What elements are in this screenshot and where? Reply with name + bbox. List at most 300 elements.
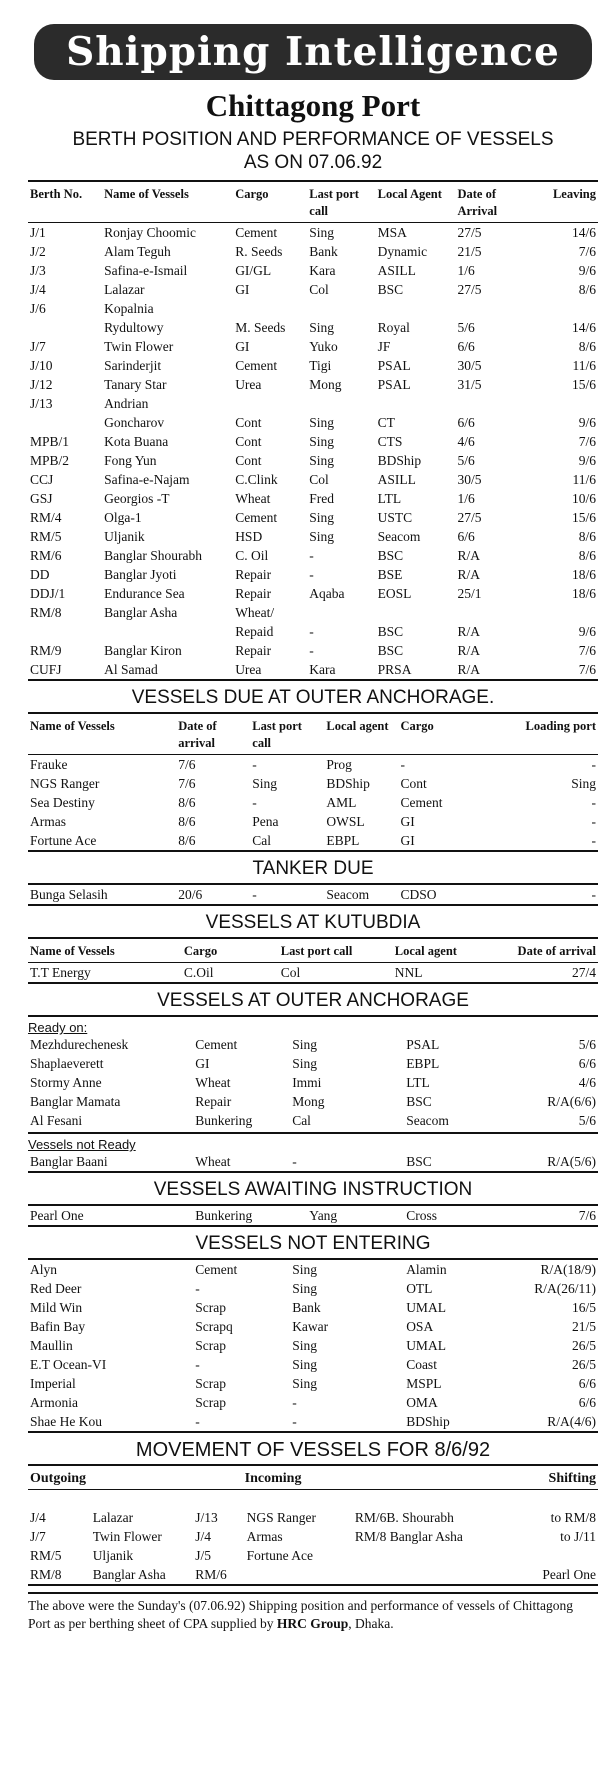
table-cell: Mong [309,377,342,392]
table-row [28,793,598,812]
table-cell: Cement [195,1037,238,1052]
col-header: Date of arrival [178,719,217,750]
table-cell: Maullin [30,1338,73,1353]
table-cell: Alyn [30,1262,57,1277]
table-cell [28,622,102,641]
table-cell: Goncharov [104,415,165,430]
table-row [28,603,598,622]
table-cell: RM/8 [30,1567,62,1582]
table-cell: Sing [309,453,335,468]
table-cell: Rydultowy [104,320,164,335]
table-cell: EOSL [377,586,412,601]
table-cell: Endurance Sea [104,586,185,601]
table-cell: - [591,833,596,848]
table-cell: - [309,567,314,582]
table-cell: R/A(5/6) [547,1154,596,1169]
table-cell: Mild Win [30,1300,83,1315]
table-cell: - [292,1395,297,1410]
table-cell: BSC [377,548,404,563]
table-row [28,394,598,413]
table-cell [307,394,375,413]
newspaper-page [28,0,598,1633]
table-cell: Armas [30,814,66,829]
table-cell: BSC [377,624,404,639]
table-cell: GI [400,814,415,829]
table-cell: Sing [309,434,335,449]
section-title-movement: MOVEMENT OF VESSELS FOR 8/6/92 [135,1439,491,1461]
table-cell: Ronjay Choomic [104,225,196,240]
table-row [28,356,598,375]
table-cell [307,603,375,622]
table-row [28,1546,598,1565]
col-header: Name of Vessels [30,719,115,733]
kutubdia-table [28,937,598,984]
table-cell: 9/6 [578,263,596,278]
table-cell: OTL [406,1281,433,1296]
table-cell: 8/6 [178,833,196,848]
table-cell: Repair [235,643,272,658]
table-row [28,413,598,432]
table-cell: - [195,1357,200,1372]
table-cell: Kota Buana [104,434,169,449]
table-cell: 14/6 [571,320,596,335]
table-row [28,1092,598,1111]
not-ready-table [28,1152,598,1173]
due-outer-table [28,712,598,852]
table-cell: Sing [292,1376,317,1391]
table-cell: Kara [309,662,336,677]
table-cell: NGS Ranger [246,1510,316,1525]
tanker-table [28,883,598,906]
table-cell [28,413,102,432]
table-cell: GSJ [30,491,53,506]
table-cell: DDJ/1 [30,586,66,601]
table-cell: - [292,1414,297,1429]
not-ready-table-body [28,1152,598,1172]
table-cell: LTL [406,1075,430,1090]
table-cell: - [292,1154,297,1169]
table-cell: Repair [235,586,272,601]
table-cell: Cement [235,225,278,240]
not-entering-table [28,1258,598,1433]
col-header: Cargo [183,944,218,958]
table-cell: BSC [406,1154,432,1169]
table-cell: Repair [195,1094,232,1109]
col-header-outgoing: Outgoing [30,1471,87,1486]
table-row [28,1073,598,1092]
table-row [28,584,598,603]
table-cell: 5/6 [578,1037,596,1052]
table-cell: Fong Yun [104,453,157,468]
ready-table-body [28,1035,598,1130]
col-header: Loading port [525,719,596,733]
table-row [28,242,598,261]
table-cell: 31/5 [457,377,482,392]
table-cell: Banglar Kiron [104,643,182,658]
table-cell: PRSA [377,662,412,677]
table-cell: Royal [377,320,410,335]
table-row [28,755,598,775]
table-cell: R/A [457,643,480,658]
table-cell: Imperial [30,1376,76,1391]
col-header: Date of Arrival [457,187,498,218]
table-cell [376,394,456,413]
table-cell: 30/5 [457,472,482,487]
table-cell: RM/6 [195,1567,227,1582]
table-cell [102,622,233,641]
table-cell: 15/6 [571,377,596,392]
table-cell: 7/6 [178,757,196,772]
table-cell: Red Deer [30,1281,82,1296]
table-cell: Tigi [309,358,332,373]
subtitle-line-2: AS ON 07.06.92 [243,152,383,173]
table-cell: Fred [309,491,335,506]
table-cell: J/13 [195,1510,218,1525]
section-title-tanker: TANKER DUE [252,858,374,879]
table-cell: Sing [309,225,335,240]
table-cell: Shaplaeverett [30,1056,104,1071]
table-cell: Bank [292,1300,321,1315]
table-cell: 6/6 [578,1395,596,1410]
table-cell: Armonia [30,1395,78,1410]
table-cell [353,1565,507,1585]
table-cell: GI [400,833,415,848]
table-cell: 8/6 [178,795,196,810]
table-cell: Cement [195,1262,238,1277]
table-row [28,470,598,489]
table-cell: J/12 [30,377,53,392]
table-cell: NNL [394,965,423,980]
table-cell: 27/5 [457,510,482,525]
footer-company: HRC Group [276,1616,349,1631]
awaiting-table [28,1204,598,1227]
table-cell: 7/6 [578,244,596,259]
table-cell: 18/6 [571,586,596,601]
ready-on-label: Ready on: [28,1020,88,1035]
movement-table-body [28,1490,598,1586]
table-cell: Coast [406,1357,437,1372]
table-row [28,1279,598,1298]
table-cell: EBPL [326,833,360,848]
table-cell: Pena [252,814,279,829]
col-header: Local agent [326,719,389,733]
table-cell: 8/6 [578,282,596,297]
table-cell [524,394,598,413]
table-row [28,451,598,470]
table-cell: Dynamic [377,244,428,259]
table-cell: 5/6 [578,1113,596,1128]
table-cell: - [195,1414,200,1429]
table-cell: Tanary Star [104,377,167,392]
table-cell: Sing [292,1338,317,1353]
table-cell: Safina-e-Najam [104,472,190,487]
col-header: Cargo [400,719,434,733]
table-cell: 25/1 [457,586,482,601]
col-header: Cargo [235,187,269,201]
table-cell: to J/11 [560,1529,596,1544]
table-cell: 8/6 [578,339,596,354]
table-cell [307,299,375,318]
table-cell: J/6 [30,301,46,316]
table-cell: 6/6 [578,1056,596,1071]
table-row [28,299,598,318]
table-cell: 4/6 [578,1075,596,1090]
table-cell: MPB/1 [30,434,70,449]
table-cell: 26/5 [571,1338,596,1353]
table-cell [233,394,307,413]
table-row [28,641,598,660]
table-row [28,831,598,851]
table-row [28,337,598,356]
table-row [28,1054,598,1073]
section-title-kutubdia: VESSELS AT KUTUBDIA [205,912,421,933]
table-cell [233,299,307,318]
table-cell: RM/8 Banglar Asha [354,1529,463,1544]
table-cell: R/A [457,624,480,639]
table-cell: Armas [246,1529,283,1544]
table-row [28,527,598,546]
table-cell [507,1546,598,1565]
table-cell: Wheat/ [235,605,275,620]
table-cell: Wheat [195,1154,231,1169]
table-cell: Bunga Selasih [30,887,108,902]
table-cell: 30/5 [457,358,482,373]
table-cell: J/7 [30,1529,46,1544]
table-cell: J/13 [30,396,53,411]
table-cell: Scrap [195,1376,227,1391]
col-header: Last port call [309,187,359,218]
table-cell: R/A(4/6) [547,1414,596,1429]
table-cell [455,299,523,318]
table-cell: Kara [309,263,336,278]
table-row [28,508,598,527]
table-cell: Sing [292,1056,317,1071]
col-header-incoming: Incoming [244,1471,302,1486]
table-cell: 27/5 [457,225,482,240]
table-cell: GI [235,282,250,297]
table-cell: Shae He Kou [30,1414,102,1429]
berth-table-body [28,223,598,681]
table-cell: Frauke [30,757,68,772]
table-cell: Cement [235,510,278,525]
table-cell: Sing [309,320,335,335]
table-cell: Alam Teguh [104,244,171,259]
table-cell: BDShip [406,1414,450,1429]
table-row [28,1374,598,1393]
table-cell: 16/5 [571,1300,596,1315]
table-cell: Wheat [235,491,271,506]
table-cell: 14/6 [571,225,596,240]
table-cell: CUFJ [30,662,62,677]
table-cell: Cement [400,795,443,810]
table-cell: J/4 [30,282,46,297]
table-row [28,1393,598,1412]
table-cell: JF [377,339,391,354]
table-cell: GI/GL [235,263,272,278]
table-cell: Yuko [309,339,338,354]
table-cell: Sing [252,776,278,791]
table-row [28,1336,598,1355]
table-row [28,1355,598,1374]
table-cell: R/A(18/9) [540,1262,596,1277]
divider [28,1015,598,1017]
table-cell: E.T Ocean-VI [30,1357,107,1372]
table-cell: RM/6B. Shourabh [354,1510,454,1525]
table-cell: Sea Destiny [30,795,95,810]
table-row [28,1035,598,1054]
table-cell: HSD [235,529,263,544]
table-row [28,1205,598,1226]
table-row [28,223,598,243]
table-cell: 8/6 [578,529,596,544]
table-cell: 5/6 [457,453,475,468]
table-cell: Cont [235,434,262,449]
col-header: Last port call [252,719,302,750]
table-cell: Stormy Anne [30,1075,102,1090]
table-cell: - [591,814,596,829]
table-cell [28,318,102,337]
table-cell: C.Clink [235,472,278,487]
table-cell: - [591,887,596,902]
table-cell: J/7 [30,339,46,354]
table-cell: R/A [457,662,480,677]
table-row [28,1152,598,1172]
table-cell: Seacom [377,529,421,544]
table-row [28,1259,598,1279]
table-cell: Alamin [406,1262,447,1277]
table-cell: CTS [377,434,403,449]
table-row [28,660,598,680]
table-cell: BSE [377,567,403,582]
table-cell: RM/4 [30,510,62,525]
table-cell: Banglar Mamata [30,1094,121,1109]
footer-text: The above were the Sunday's (07.06.92) Shipping position and performance of vessels of Chittagong Port as per berthing sheet of CPA supplied by [28,1598,573,1631]
table-cell [353,1546,507,1565]
table-cell: Prog [326,757,352,772]
table-row [28,812,598,831]
table-cell: Kawar [292,1319,329,1334]
table-cell: OWSL [326,814,365,829]
table-cell [245,1565,353,1585]
table-cell: Cont [235,415,262,430]
table-cell: EBPL [406,1056,440,1071]
table-cell: Scrap [195,1300,227,1315]
table-cell: Safina-e-Ismail [104,263,188,278]
table-cell: Fortune Ace [30,833,97,848]
table-cell: Col [309,282,329,297]
table-cell: Seacom [326,887,370,902]
not-ready-label: Vessels not Ready [28,1137,136,1152]
table-row [28,884,598,905]
tanker-table-body [28,884,598,905]
table-cell: PSAL [406,1037,440,1052]
port-title: Chittagong Port [205,88,421,123]
table-cell: T.T Energy [30,965,91,980]
table-cell: - [309,624,314,639]
table-cell: Cont [400,776,427,791]
table-cell: 7/6 [578,1208,596,1223]
table-cell: ASILL [377,263,416,278]
table-cell: 21/5 [457,244,482,259]
table-cell: Al Fesani [30,1113,83,1128]
table-cell: MSPL [406,1376,442,1391]
table-cell: R/A [457,548,480,563]
table-cell: R. Seeds [235,244,283,259]
table-cell: Scrap [195,1395,227,1410]
table-cell: J/10 [30,358,53,373]
table-cell: Immi [292,1075,322,1090]
col-header: Name of Vessels [30,944,115,958]
berth-table [28,180,598,681]
table-cell: Sing [309,529,335,544]
table-cell: Cross [406,1208,437,1223]
table-cell: Urea [235,662,262,677]
col-header: Date of arrival [517,944,596,958]
section-title-awaiting: VESSELS AWAITING INSTRUCTION [153,1179,473,1200]
table-cell: 15/6 [571,510,596,525]
table-cell: BDShip [326,776,370,791]
table-cell: RM/9 [30,643,62,658]
table-cell: Cont [235,453,262,468]
table-cell: 8/6 [578,548,596,563]
table-cell: Lalazar [104,282,145,297]
table-cell: BSC [377,282,404,297]
section-title-at-outer: VESSELS AT OUTER ANCHORAGE [157,990,469,1011]
table-cell: 7/6 [178,776,196,791]
table-row [28,963,598,984]
table-cell: 9/6 [578,415,596,430]
table-cell: Bunkering [195,1208,253,1223]
table-cell: Pearl One [30,1208,84,1223]
table-cell: - [252,795,257,810]
table-cell: Bunkering [195,1113,253,1128]
col-header: Leaving [552,187,596,201]
table-row [28,774,598,793]
table-cell: LTL [377,491,402,506]
table-cell: Uljanik [92,1548,134,1563]
table-cell: - [400,757,405,772]
table-cell [524,299,598,318]
table-cell: 7/6 [578,643,596,658]
table-cell: RM/6 [30,548,62,563]
subtitle [28,128,598,174]
table-cell: Mong [292,1094,325,1109]
table-cell: MPB/2 [30,453,70,468]
table-cell: Banglar Shourabh [104,548,202,563]
table-row [28,318,598,337]
table-cell: Sarinderjit [104,358,162,373]
table-cell: Mezhdurechenesk [30,1037,129,1052]
table-cell: Fortune Ace [246,1548,313,1563]
table-cell: 9/6 [578,453,596,468]
table-cell: R/A(26/11) [534,1281,596,1296]
movement-table [28,1464,598,1586]
kutubdia-table-body [28,963,598,984]
table-cell: 8/6 [178,814,196,829]
ready-table [28,1035,598,1130]
table-cell: 6/6 [457,415,475,430]
table-cell: 5/6 [457,320,475,335]
table-cell: J/4 [195,1529,212,1544]
table-cell: 6/6 [578,1376,596,1391]
table-cell: CT [377,415,395,430]
table-cell: Pearl One [542,1567,596,1582]
table-cell: Twin Flower [104,339,174,354]
table-cell: Repair [235,567,272,582]
table-cell: Scrapq [195,1319,233,1334]
table-cell: PSAL [377,358,411,373]
table-cell: J/2 [30,244,46,259]
